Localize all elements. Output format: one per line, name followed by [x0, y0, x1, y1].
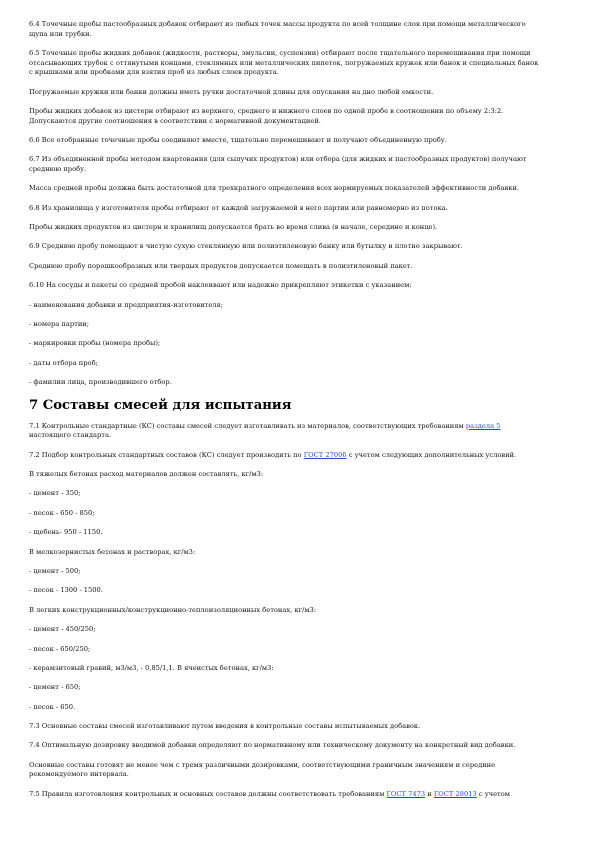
paragraph-7-2-text: 7.2 Подбор контрольных стандартных составов (КС) следует производить по [29, 450, 304, 459]
paragraph-6-10: 6.10 На сосуды и пакеты со средней пробой наклеивают или надежно прикрепляют этикетки с указанием: [29, 281, 412, 290]
paragraph-7-5-tail: с учетом [476, 789, 510, 798]
list-item-sand-650-850: - песок - 650 - 850; [29, 508, 95, 517]
list-item-cement-500: - цемент - 500; [29, 566, 81, 575]
list-item-sample-marking: - маркировки пробы (номера пробы); [29, 339, 161, 348]
paragraph-6-6: 6.6 Все отобранные точечные пробы соединяют вместе, тщательно перемешивают и получают объединенную пробу. [29, 135, 447, 144]
paragraph-liquid-samples: Пробы жидких продуктов из цистерн и хранилищ допускается брать во время слива (в начале, середине и конце). [29, 223, 438, 232]
paragraph-7-5-text: 7.5 Правила изготовления контрольных и основных составов должны соответствовать требованиям [29, 789, 387, 798]
link-gost-7473[interactable]: ГОСТ 7473 [386, 789, 426, 798]
list-item-cement-450-250: - цемент - 450/250; [29, 625, 96, 634]
list-item-crushed-stone: - щебень- 950 - 1150. [29, 528, 103, 537]
paragraph-7-1 [29, 422, 541, 441]
paragraph-6-4: 6.4 Точечные пробы пастообразных добавок отбирают из любых точек массы продукта по всей толщине слоя при помощи металлического щупа или трубки. [29, 20, 526, 38]
link-gost-27006[interactable]: ГОСТ 27006 [303, 450, 347, 459]
paragraph-sample-mass: Масса средней пробы должна быть достаточной для трехкратного определения всех нормируемых показателей эффективности добавки. [29, 184, 520, 193]
list-item-sampler-name: - фамилии лица, производившего отбор. [29, 378, 172, 387]
paragraph-7-3: 7.3 Основные составы смесей изготавливают путем введения в контрольные составы испытываемых добавок. [29, 722, 421, 731]
link-section-5[interactable]: раздела 5 [465, 421, 501, 430]
section-7-heading: 7 Составы смесей для испытания [29, 397, 292, 413]
list-item-cement-650: - цемент - 650; [29, 683, 81, 692]
paragraph-main-compositions: Основные составы готовят не менее чем с тремя различными дозировками, соответствующими граничным значениям и середине рекомендуемого интервала. [29, 760, 496, 779]
paragraph-tank-samples: Пробы жидких добавок из цистерн отбирают из верхнего, среднего и нижнего слоев по одной пробе в соотношении по объему 2:3:2. Допускаются другие соотношения в соответствии с нормативной документацией. [29, 106, 504, 125]
paragraph-6-5: 6.5 Точечные пробы жидких добавок (жидкости, растворы, эмульсии, суспензии) отбирают после тщательного перемешивания при помощи отсасывающих трубок с оттянутыми концами, стеклянных или металлических пипеток, погружаемых кружек или банок и специальных банок с крышками или пробками для взятия проб из любых слоев продукта. [29, 48, 539, 77]
list-item-additive-name: - наименования добавки и предприятия-изготовителя; [29, 300, 224, 309]
paragraph-fine-concrete: В мелкозернистых бетонах и растворах, кг/м3: [29, 547, 196, 556]
paragraphs-mid [29, 470, 541, 780]
paragraph-7-5-and: и [425, 789, 434, 798]
link-gost-28013[interactable]: ГОСТ 28013 [433, 789, 477, 798]
list-item-sand-650: - песок - 650. [29, 702, 76, 711]
paragraph-powder-samples: Среднюю пробу порошкообразных или твердых продуктов допускается помещать в полиэтиленовый пакет. [29, 261, 413, 270]
paragraph-light-concrete: В легких конструкционных/конструкционно-теплоизоляционных бетонах, кг/м3: [29, 605, 317, 614]
list-item-sand-650-250: - песок - 650/250; [29, 644, 91, 653]
list-item-sand-1300-1500: - песок - 1300 - 1500. [29, 586, 103, 595]
paragraph-7-5 [29, 790, 541, 800]
list-item-cement-350: - цемент - 350; [29, 489, 81, 498]
list-item-expanded-clay: - керамзитовый гравий, м3/м3, - 0,85/1,1. В ячеистых бетонах, кг/м3: [29, 663, 274, 672]
paragraphs-top [29, 20, 541, 388]
paragraph-7-1-tail: настоящего стандарта. [29, 431, 112, 440]
paragraph-heavy-concrete: В тяжелых бетонах расход материалов должен составлять, кг/м3: [29, 469, 264, 478]
paragraph-7-2 [29, 451, 541, 461]
paragraph-7-4: 7.4 Оптимальную дозировку вводимой добавки определяют по нормативному или техническому документу на конкретный вид добавки. [29, 741, 516, 750]
paragraph-7-1-text: 7.1 Контрольные стандартные (КС) составы смесей следует изготавливать из материалов, соответствующих требованиям [29, 421, 466, 430]
paragraph-6-7: 6.7 Из объединенной пробы методом квартования (для сыпучих продуктов) или отбора (для жидких и пастообразных продуктов) получают среднюю пробу. [29, 155, 527, 173]
paragraph-dipping-cups: Погружаемые кружки или банки должны иметь ручки достаточной длины для опускания на дно любой емкости. [29, 87, 434, 96]
paragraph-7-2-tail: с учетом следующих дополнительных условий. [346, 450, 517, 459]
paragraph-6-8: 6.8 Из хранилища у изготовителя пробы отбирают от каждой загружаемой в него партии или равномерно из потока. [29, 203, 448, 212]
list-item-sampling-date: - даты отбора проб; [29, 358, 98, 367]
paragraph-6-9: 6.9 Среднюю пробу помещают в чистую сухую стеклянную или полиэтиленовую банку или бутылку и плотно закрывают. [29, 242, 463, 251]
list-item-batch-number: - номера партии; [29, 320, 90, 329]
